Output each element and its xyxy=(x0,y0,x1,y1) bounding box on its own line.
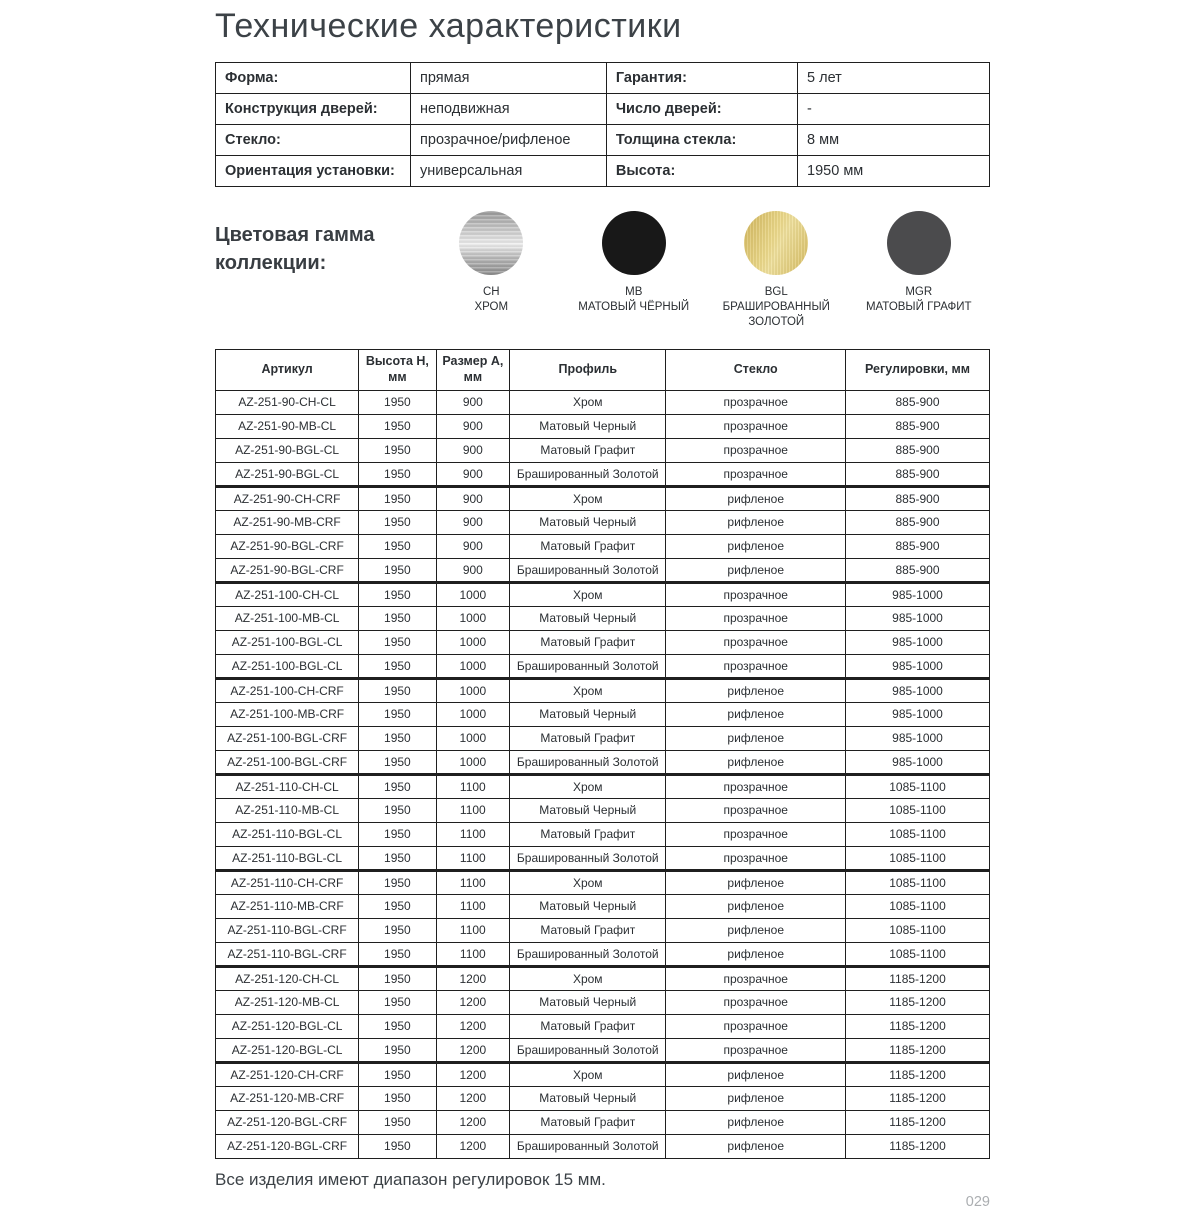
cell-size: 900 xyxy=(436,486,510,510)
cell-height: 1950 xyxy=(359,1134,436,1158)
cell-height: 1950 xyxy=(359,942,436,966)
cell-glass: прозрачное xyxy=(666,438,846,462)
cell-adjustment: 885-900 xyxy=(846,414,990,438)
cell-profile: Матовый Черный xyxy=(510,798,666,822)
cell-adjustment: 1185-1200 xyxy=(846,1038,990,1062)
color-swatch-mb xyxy=(563,209,706,335)
product-column-header: Размер A, мм xyxy=(436,350,510,390)
color-gamma-section xyxy=(215,209,990,335)
swatch-name: БРАШИРОВАННЫЙ ЗОЛОТОЙ xyxy=(722,301,830,329)
cell-height: 1950 xyxy=(359,654,436,678)
cell-glass: рифленое xyxy=(666,870,846,894)
cell-profile: Матовый Черный xyxy=(510,1086,666,1110)
cell-size: 1000 xyxy=(436,702,510,726)
cell-glass: рифленое xyxy=(666,534,846,558)
cell-profile: Матовый Черный xyxy=(510,702,666,726)
cell-glass: рифленое xyxy=(666,558,846,582)
cell-article: AZ-251-120-CH-CRF xyxy=(216,1062,359,1086)
cell-size: 900 xyxy=(436,462,510,486)
cell-glass: прозрачное xyxy=(666,990,846,1014)
cell-adjustment: 1085-1100 xyxy=(846,846,990,870)
cell-size: 1100 xyxy=(436,822,510,846)
spec-row xyxy=(216,156,990,187)
spec-row xyxy=(216,125,990,156)
product-row xyxy=(216,942,990,966)
cell-size: 1000 xyxy=(436,726,510,750)
cell-height: 1950 xyxy=(359,1038,436,1062)
swatch-code: CH xyxy=(482,286,500,299)
cell-size: 1000 xyxy=(436,582,510,606)
cell-height: 1950 xyxy=(359,438,436,462)
color-swatch-mgr xyxy=(848,209,991,335)
cell-article: AZ-251-90-BGL-CRF xyxy=(216,534,359,558)
cell-size: 1200 xyxy=(436,1014,510,1038)
product-row xyxy=(216,798,990,822)
cell-article: AZ-251-100-BGL-CRF xyxy=(216,726,359,750)
color-gamma-heading: Цветовая гамма коллекции: xyxy=(215,224,375,275)
product-row xyxy=(216,702,990,726)
cell-profile: Брашированный Золотой xyxy=(510,558,666,582)
cell-size: 1000 xyxy=(436,678,510,702)
cell-glass: прозрачное xyxy=(666,582,846,606)
cell-adjustment: 885-900 xyxy=(846,486,990,510)
swatch-code: BGL xyxy=(764,286,788,299)
cell-profile: Хром xyxy=(510,390,666,414)
cell-article: AZ-251-100-BGL-CRF xyxy=(216,750,359,774)
cell-article: AZ-251-110-BGL-CRF xyxy=(216,918,359,942)
cell-height: 1950 xyxy=(359,534,436,558)
cell-profile: Брашированный Золотой xyxy=(510,750,666,774)
cell-height: 1950 xyxy=(359,1062,436,1086)
cell-adjustment: 985-1000 xyxy=(846,726,990,750)
cell-glass: рифленое xyxy=(666,918,846,942)
cell-glass: прозрачное xyxy=(666,774,846,798)
cell-adjustment: 985-1000 xyxy=(846,582,990,606)
spec-value: прямая xyxy=(411,63,607,94)
cell-height: 1950 xyxy=(359,1086,436,1110)
cell-adjustment: 1185-1200 xyxy=(846,1014,990,1038)
product-row xyxy=(216,990,990,1014)
swatch-circle-icon xyxy=(887,211,951,275)
cell-size: 1100 xyxy=(436,798,510,822)
cell-profile: Матовый Черный xyxy=(510,414,666,438)
product-row xyxy=(216,654,990,678)
cell-size: 900 xyxy=(436,414,510,438)
cell-glass: рифленое xyxy=(666,1086,846,1110)
cell-article: AZ-251-90-CH-CL xyxy=(216,390,359,414)
page-number: 029 xyxy=(965,1193,990,1210)
cell-size: 1100 xyxy=(436,918,510,942)
color-swatch-bgl xyxy=(705,209,848,335)
cell-article: AZ-251-90-MB-CRF xyxy=(216,510,359,534)
cell-adjustment: 1185-1200 xyxy=(846,1134,990,1158)
spec-row xyxy=(216,94,990,125)
catalog-page xyxy=(215,0,990,1210)
product-row xyxy=(216,534,990,558)
cell-glass: рифленое xyxy=(666,1062,846,1086)
cell-adjustment: 1185-1200 xyxy=(846,1086,990,1110)
cell-profile: Брашированный Золотой xyxy=(510,1038,666,1062)
cell-article: AZ-251-120-BGL-CL xyxy=(216,1038,359,1062)
cell-height: 1950 xyxy=(359,990,436,1014)
cell-size: 1000 xyxy=(436,630,510,654)
cell-profile: Хром xyxy=(510,870,666,894)
cell-profile: Матовый Черный xyxy=(510,510,666,534)
swatch-code: MB xyxy=(625,286,643,299)
cell-adjustment: 985-1000 xyxy=(846,750,990,774)
cell-article: AZ-251-100-MB-CRF xyxy=(216,702,359,726)
spec-value: прозрачное/рифленое xyxy=(411,125,607,156)
cell-glass: прозрачное xyxy=(666,606,846,630)
spec-label: Число дверей: xyxy=(606,94,797,125)
cell-adjustment: 1185-1200 xyxy=(846,1110,990,1134)
spec-row xyxy=(216,63,990,94)
cell-height: 1950 xyxy=(359,486,436,510)
product-row xyxy=(216,774,990,798)
cell-size: 1200 xyxy=(436,990,510,1014)
cell-adjustment: 985-1000 xyxy=(846,678,990,702)
product-column-header: Артикул xyxy=(216,350,359,390)
cell-adjustment: 885-900 xyxy=(846,462,990,486)
cell-article: AZ-251-100-BGL-CL xyxy=(216,630,359,654)
cell-glass: прозрачное xyxy=(666,462,846,486)
cell-profile: Брашированный Золотой xyxy=(510,654,666,678)
cell-article: AZ-251-90-BGL-CRF xyxy=(216,558,359,582)
product-row xyxy=(216,606,990,630)
cell-profile: Матовый Графит xyxy=(510,534,666,558)
cell-glass: рифленое xyxy=(666,942,846,966)
cell-adjustment: 885-900 xyxy=(846,438,990,462)
cell-height: 1950 xyxy=(359,702,436,726)
cell-article: AZ-251-110-MB-CRF xyxy=(216,894,359,918)
product-row xyxy=(216,1110,990,1134)
cell-adjustment: 885-900 xyxy=(846,510,990,534)
cell-glass: прозрачное xyxy=(666,1038,846,1062)
cell-size: 1200 xyxy=(436,1038,510,1062)
cell-article: AZ-251-120-CH-CL xyxy=(216,966,359,990)
cell-height: 1950 xyxy=(359,894,436,918)
cell-article: AZ-251-110-BGL-CRF xyxy=(216,942,359,966)
product-row xyxy=(216,486,990,510)
cell-glass: рифленое xyxy=(666,486,846,510)
color-swatch-ch xyxy=(420,209,563,335)
cell-adjustment: 1085-1100 xyxy=(846,918,990,942)
cell-adjustment: 985-1000 xyxy=(846,630,990,654)
cell-size: 900 xyxy=(436,390,510,414)
spec-value: универсальная xyxy=(411,156,607,187)
cell-height: 1950 xyxy=(359,870,436,894)
cell-article: AZ-251-100-BGL-CL xyxy=(216,654,359,678)
cell-size: 900 xyxy=(436,510,510,534)
cell-article: AZ-251-90-CH-CRF xyxy=(216,486,359,510)
cell-article: AZ-251-120-BGL-CRF xyxy=(216,1110,359,1134)
product-row xyxy=(216,558,990,582)
cell-adjustment: 1085-1100 xyxy=(846,942,990,966)
cell-glass: рифленое xyxy=(666,702,846,726)
cell-article: AZ-251-90-BGL-CL xyxy=(216,462,359,486)
cell-glass: рифленое xyxy=(666,1110,846,1134)
cell-article: AZ-251-110-CH-CL xyxy=(216,774,359,798)
cell-profile: Хром xyxy=(510,678,666,702)
product-row xyxy=(216,918,990,942)
cell-glass: рифленое xyxy=(666,510,846,534)
cell-height: 1950 xyxy=(359,918,436,942)
product-row xyxy=(216,438,990,462)
cell-glass: прозрачное xyxy=(666,654,846,678)
spec-label: Толщина стекла: xyxy=(606,125,797,156)
cell-size: 1000 xyxy=(436,606,510,630)
cell-profile: Брашированный Золотой xyxy=(510,462,666,486)
cell-size: 1200 xyxy=(436,1062,510,1086)
product-column-header: Стекло xyxy=(666,350,846,390)
cell-profile: Брашированный Золотой xyxy=(510,846,666,870)
spec-label: Форма: xyxy=(216,63,411,94)
product-row xyxy=(216,822,990,846)
cell-profile: Хром xyxy=(510,966,666,990)
cell-size: 1200 xyxy=(436,966,510,990)
product-row xyxy=(216,894,990,918)
product-row xyxy=(216,846,990,870)
cell-size: 1200 xyxy=(436,1086,510,1110)
cell-height: 1950 xyxy=(359,510,436,534)
swatch-circle-icon xyxy=(602,211,666,275)
product-row xyxy=(216,1038,990,1062)
spec-label: Стекло: xyxy=(216,125,411,156)
swatch-code: MGR xyxy=(905,286,933,299)
cell-size: 1100 xyxy=(436,870,510,894)
product-row xyxy=(216,1014,990,1038)
cell-article: AZ-251-90-MB-CL xyxy=(216,414,359,438)
product-row xyxy=(216,726,990,750)
cell-glass: рифленое xyxy=(666,894,846,918)
product-table-head xyxy=(216,350,990,390)
cell-glass: прозрачное xyxy=(666,1014,846,1038)
cell-glass: рифленое xyxy=(666,1134,846,1158)
cell-profile: Матовый Графит xyxy=(510,726,666,750)
cell-height: 1950 xyxy=(359,582,436,606)
spec-label: Конструкция дверей: xyxy=(216,94,411,125)
cell-size: 1100 xyxy=(436,942,510,966)
product-row xyxy=(216,414,990,438)
cell-adjustment: 885-900 xyxy=(846,390,990,414)
product-column-header: Профиль xyxy=(510,350,666,390)
cell-size: 1100 xyxy=(436,774,510,798)
cell-height: 1950 xyxy=(359,462,436,486)
cell-profile: Матовый Черный xyxy=(510,990,666,1014)
swatch-name: МАТОВЫЙ ЧЁРНЫЙ xyxy=(578,301,690,314)
cell-glass: рифленое xyxy=(666,678,846,702)
cell-height: 1950 xyxy=(359,414,436,438)
spec-table xyxy=(215,62,990,187)
page-title: Технические характеристики xyxy=(215,7,682,45)
cell-height: 1950 xyxy=(359,798,436,822)
cell-profile: Матовый Графит xyxy=(510,822,666,846)
cell-glass: прозрачное xyxy=(666,414,846,438)
cell-size: 1100 xyxy=(436,894,510,918)
cell-height: 1950 xyxy=(359,774,436,798)
cell-adjustment: 885-900 xyxy=(846,558,990,582)
cell-size: 1200 xyxy=(436,1110,510,1134)
cell-article: AZ-251-100-CH-CRF xyxy=(216,678,359,702)
cell-profile: Матовый Графит xyxy=(510,1014,666,1038)
cell-glass: прозрачное xyxy=(666,846,846,870)
cell-profile: Матовый Черный xyxy=(510,606,666,630)
cell-glass: рифленое xyxy=(666,726,846,750)
cell-article: AZ-251-100-MB-CL xyxy=(216,606,359,630)
cell-size: 1200 xyxy=(436,1134,510,1158)
cell-height: 1950 xyxy=(359,846,436,870)
cell-adjustment: 985-1000 xyxy=(846,654,990,678)
cell-profile: Брашированный Золотой xyxy=(510,1134,666,1158)
cell-height: 1950 xyxy=(359,1014,436,1038)
product-row xyxy=(216,678,990,702)
cell-profile: Матовый Графит xyxy=(510,918,666,942)
cell-height: 1950 xyxy=(359,822,436,846)
product-header-row xyxy=(216,350,990,390)
product-row xyxy=(216,582,990,606)
cell-adjustment: 985-1000 xyxy=(846,702,990,726)
cell-glass: прозрачное xyxy=(666,966,846,990)
cell-size: 1100 xyxy=(436,846,510,870)
cell-size: 1000 xyxy=(436,654,510,678)
product-row xyxy=(216,870,990,894)
cell-adjustment: 1185-1200 xyxy=(846,1062,990,1086)
spec-value: - xyxy=(798,94,990,125)
cell-height: 1950 xyxy=(359,750,436,774)
cell-profile: Хром xyxy=(510,774,666,798)
cell-height: 1950 xyxy=(359,558,436,582)
cell-adjustment: 1085-1100 xyxy=(846,798,990,822)
cell-article: AZ-251-90-BGL-CL xyxy=(216,438,359,462)
spec-value: неподвижная xyxy=(411,94,607,125)
swatch-circle-icon xyxy=(744,211,808,275)
cell-profile: Матовый Графит xyxy=(510,630,666,654)
cell-adjustment: 1085-1100 xyxy=(846,894,990,918)
cell-adjustment: 1185-1200 xyxy=(846,966,990,990)
product-row xyxy=(216,1062,990,1086)
cell-profile: Матовый Черный xyxy=(510,894,666,918)
cell-height: 1950 xyxy=(359,726,436,750)
cell-glass: прозрачное xyxy=(666,798,846,822)
product-row xyxy=(216,630,990,654)
cell-adjustment: 1085-1100 xyxy=(846,822,990,846)
cell-profile: Брашированный Золотой xyxy=(510,942,666,966)
cell-size: 900 xyxy=(436,534,510,558)
cell-article: AZ-251-120-BGL-CL xyxy=(216,1014,359,1038)
product-row xyxy=(216,510,990,534)
cell-size: 900 xyxy=(436,438,510,462)
cell-height: 1950 xyxy=(359,1110,436,1134)
cell-height: 1950 xyxy=(359,630,436,654)
cell-article: AZ-251-120-BGL-CRF xyxy=(216,1134,359,1158)
color-swatch-row xyxy=(420,209,990,335)
product-row xyxy=(216,750,990,774)
product-row xyxy=(216,390,990,414)
cell-profile: Хром xyxy=(510,582,666,606)
cell-size: 900 xyxy=(436,558,510,582)
spec-value: 5 лет xyxy=(798,63,990,94)
spec-table-body xyxy=(216,63,990,187)
cell-height: 1950 xyxy=(359,390,436,414)
cell-article: AZ-251-100-CH-CL xyxy=(216,582,359,606)
cell-glass: прозрачное xyxy=(666,630,846,654)
cell-article: AZ-251-120-MB-CL xyxy=(216,990,359,1014)
swatch-circle-icon xyxy=(459,211,523,275)
spec-label: Ориентация установки: xyxy=(216,156,411,187)
cell-profile: Матовый Графит xyxy=(510,1110,666,1134)
product-table-body xyxy=(216,390,990,1158)
product-row xyxy=(216,1134,990,1158)
cell-glass: прозрачное xyxy=(666,390,846,414)
product-row xyxy=(216,966,990,990)
product-row xyxy=(216,462,990,486)
footer-note: Все изделия имеют диапазон регулировок 15 мм. xyxy=(215,1169,606,1189)
cell-adjustment: 885-900 xyxy=(846,534,990,558)
product-column-header: Регулировки, мм xyxy=(846,350,990,390)
cell-article: AZ-251-110-BGL-CL xyxy=(216,846,359,870)
cell-profile: Хром xyxy=(510,486,666,510)
product-table xyxy=(215,349,990,1158)
cell-adjustment: 1085-1100 xyxy=(846,870,990,894)
swatch-name: ХРОМ xyxy=(474,301,509,314)
swatch-name: МАТОВЫЙ ГРАФИТ xyxy=(865,301,972,314)
cell-glass: прозрачное xyxy=(666,822,846,846)
cell-height: 1950 xyxy=(359,606,436,630)
cell-article: AZ-251-110-BGL-CL xyxy=(216,822,359,846)
cell-profile: Матовый Графит xyxy=(510,438,666,462)
spec-label: Гарантия: xyxy=(606,63,797,94)
spec-value: 1950 мм xyxy=(798,156,990,187)
spec-value: 8 мм xyxy=(798,125,990,156)
cell-profile: Хром xyxy=(510,1062,666,1086)
cell-article: AZ-251-110-CH-CRF xyxy=(216,870,359,894)
cell-adjustment: 1185-1200 xyxy=(846,990,990,1014)
cell-glass: рифленое xyxy=(666,750,846,774)
cell-height: 1950 xyxy=(359,966,436,990)
product-row xyxy=(216,1086,990,1110)
cell-article: AZ-251-120-MB-CRF xyxy=(216,1086,359,1110)
cell-size: 1000 xyxy=(436,750,510,774)
cell-adjustment: 985-1000 xyxy=(846,606,990,630)
cell-height: 1950 xyxy=(359,678,436,702)
cell-adjustment: 1085-1100 xyxy=(846,774,990,798)
cell-article: AZ-251-110-MB-CL xyxy=(216,798,359,822)
spec-label: Высота: xyxy=(606,156,797,187)
product-column-header: Высота H, мм xyxy=(359,350,436,390)
